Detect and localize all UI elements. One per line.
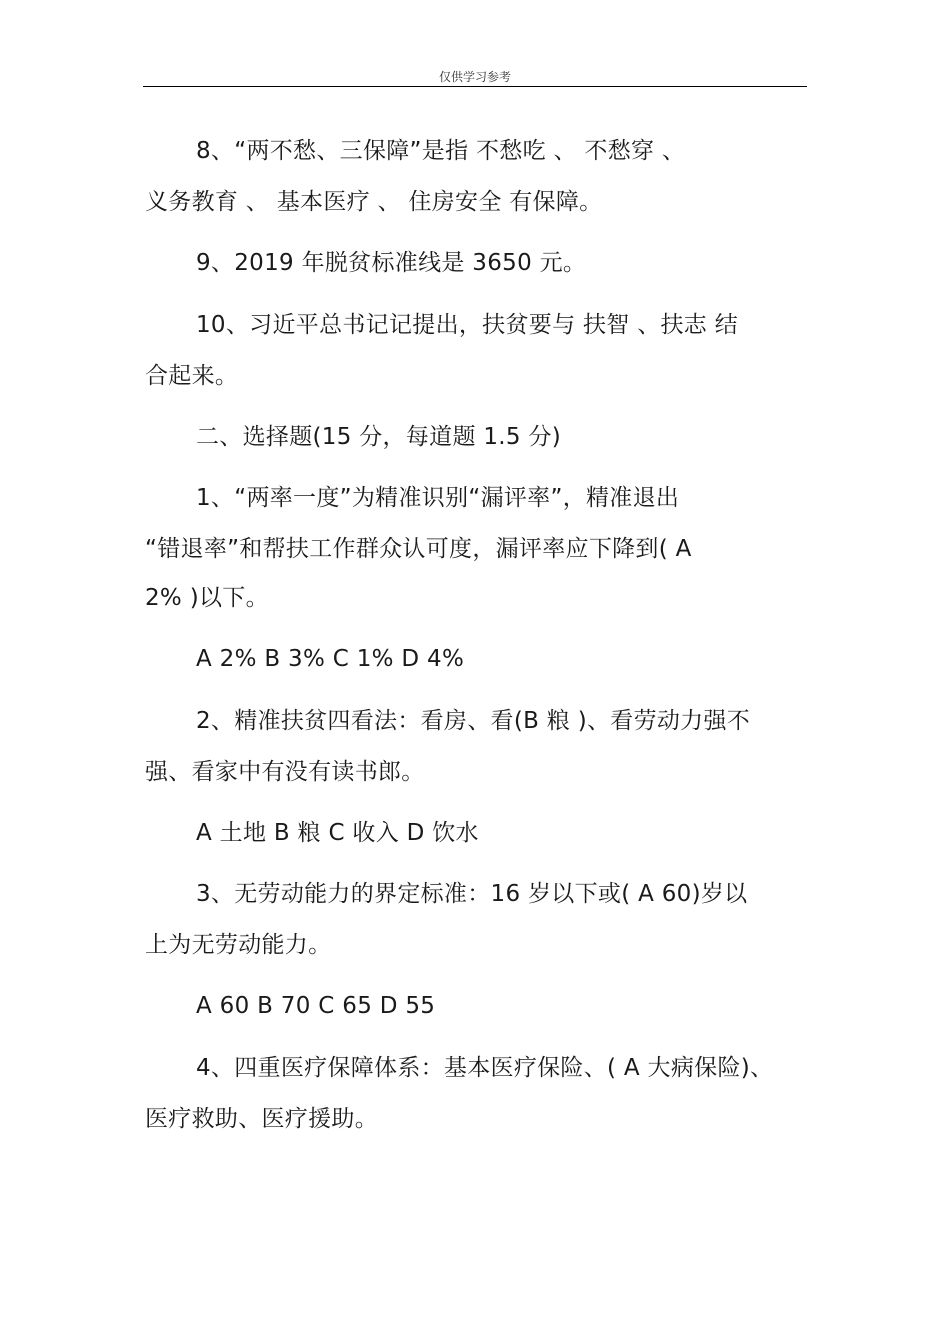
text-line: 义务教育 、 基本医疗 、 住房安全 有保障。 — [145, 189, 603, 215]
section-heading: 二、选择题(15 分，每道题 1.5 分) — [196, 424, 562, 450]
text-line: 4、四重医疗保障体系：基本医疗保险、( A 大病保险)、 — [196, 1055, 774, 1081]
text-line: 强、看家中有没有读书郎。 — [145, 759, 425, 785]
header-text: 仅供学习参考 — [438, 70, 511, 84]
text-line: 2% )以下。 — [145, 585, 269, 611]
answer-options: A 土地 B 粮 C 收入 D 饮水 — [196, 820, 479, 846]
text-line: “错退率”和帮扶工作群众认可度，漏评率应下降到( A — [145, 536, 692, 562]
answer-options: A 60 B 70 C 65 D 55 — [196, 993, 436, 1019]
text-line: 1、“两率一度”为精准识别“漏评率”，精准退出 — [196, 485, 680, 511]
text-line: 3、无劳动能力的界定标准：16 岁以下或( A 60)岁以 — [196, 881, 748, 907]
text-line: 上为无劳动能力。 — [145, 932, 332, 958]
text-line: 8、“两不愁、三保障”是指 不愁吃 、 不愁穿 、 — [196, 138, 686, 164]
text-line: 9、2019 年脱贫标准线是 3650 元。 — [196, 250, 587, 276]
text-line: 2、精准扶贫四看法：看房、看(B 粮 )、看劳动力强不 — [196, 708, 751, 734]
text-line: 合起来。 — [145, 363, 239, 389]
answer-options: A 2% B 3% C 1% D 4% — [196, 646, 465, 672]
text-line: 10、习近平总书记记提出，扶贫要与 扶智 、扶志 结 — [196, 312, 738, 338]
page-header — [143, 66, 807, 87]
text-line: 医疗救助、医疗援助。 — [145, 1106, 378, 1132]
